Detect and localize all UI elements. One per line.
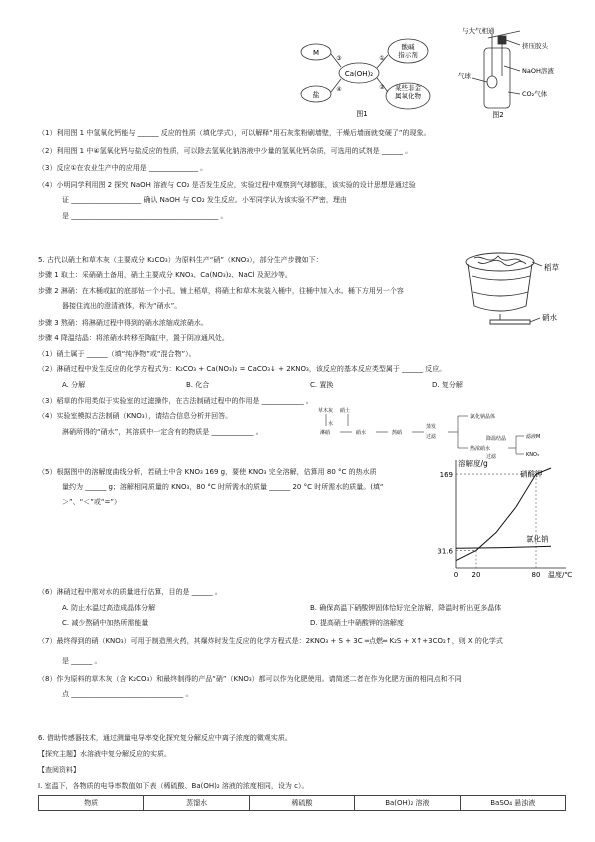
table-header-cell: BaSO₄ 悬浊液 — [460, 796, 565, 811]
fig1-center: Ca(OH)₂ — [344, 70, 374, 78]
y-tick-label: 31.6 — [437, 547, 453, 556]
fig2-label-balloon: 气球 — [458, 72, 471, 80]
q5-q7b: 是 ______ 。 — [62, 657, 102, 665]
flow-nitrate-water: 硝水 — [356, 430, 367, 436]
fig2-label-squeeze: 挤压胶头 — [522, 42, 548, 50]
series-line-1 — [456, 546, 551, 548]
q5-q6-option-d: D. 提高硝土中硝酸钾的溶解度 — [310, 619, 404, 627]
q5-q6-option-b: B. 确保高温下硝酸钾固体恰好完全溶解，降温时析出更多晶体 — [310, 604, 502, 612]
q6-theme: 【探究主题】水溶液中复分解反应的实质。 — [38, 750, 171, 758]
table-header-cell: 稀硫酸 — [249, 796, 354, 811]
q5-q2: （2）淋硝过程中发生反应的化学方程式为：K₂CO₃ + Ca(NO₃)₂ = CaCO₃↓ + 2KNO₃，该反应的基本反应类型属于 ______ 反应。 — [38, 365, 447, 373]
barrel-illustration — [460, 248, 570, 328]
flow-nacl-crystal: 氯化钠晶体 — [470, 414, 496, 420]
q5-q5c: ＞”、“＜”或“=”） — [62, 498, 121, 506]
q5-q4a: （4）实验室模拟古法制硝（KNO₃），请结合信息分析并回答。 — [38, 412, 233, 420]
q4-line-3: （3）反应①在农业生产中的应用是 ______________ 。 — [38, 164, 208, 172]
fig1-node-oxide-2: 属氧化物 — [395, 92, 421, 100]
fig1-node-oxide-1: 某些非金 — [395, 84, 421, 92]
q6-note: Ⅰ. 室温下，各物质的电导率数值如下表（稀硫酸、Ba(OH)₂ 溶液的浓度相同，设为 c）。 — [38, 782, 309, 790]
series-label-kno3: 硝酸钾 — [520, 469, 543, 479]
fig1-node-m: M — [312, 49, 320, 57]
q4-line-6: 是 __________________________________________ 。 — [62, 212, 228, 220]
q5-q1: （1）硝土属于 ______（填“纯净物”或“混合物”）。 — [38, 350, 196, 358]
q4-line-5: 证 ____________________ 确认 NaOH 与 CO₂ 发生反应。小军同学认为该实验不严密，理由 — [62, 196, 347, 204]
q5-q4b: 淋硝所得的“硝水”，其溶质中一定含有的物质是 ____________ 。 — [62, 428, 263, 436]
q5-q5b: 量约为 ______ g；溶解相同质量的 KNO₃，80 °C 时所需水的质量 ______ 20 °C 时所需水的质量。(填“ — [62, 483, 384, 491]
flow-nitrate-soil: 硝土 — [340, 408, 351, 414]
q6-reference: 【查阅资料】 — [38, 766, 80, 774]
fig2-label-naoh: NaOH溶液 — [522, 67, 554, 75]
fig1-number-4: ④ — [336, 86, 342, 93]
flow-hot-solution: 热浓硝水 — [470, 446, 491, 452]
fig1-node-indicator-2: 指示剂 — [398, 51, 418, 59]
fig1-caption: 图1 — [356, 110, 368, 118]
fig2-caption: 图2 — [492, 111, 504, 118]
series-label-nacl: 氯化钠 — [526, 534, 549, 544]
fig1-number-2: ② — [379, 84, 385, 91]
table-header-cell: 蒸馏水 — [144, 796, 249, 811]
flow-filtrate-m: 滤液M — [526, 434, 541, 440]
fig1-node-salt: 盐 — [312, 91, 320, 99]
conductivity-table — [38, 795, 566, 811]
y-axis-label: 溶解度/g — [458, 459, 488, 468]
q4-line-1: （1）利用图 1 中氢氧化钙能与 ______ 反应的性质（填化学式），可以解释“用石灰浆粉刷墙壁，干燥后墙面就变硬了”的现象。 — [38, 129, 431, 137]
straw-label: 稻草 — [544, 263, 559, 272]
q5-step-1: 步骤 1 取土：采硝硝土备用，硝土主要成分 KNO₃、Ca(NO₃)₂、NaCl 及泥沙等。 — [38, 271, 292, 279]
flow-filter: 过滤 — [426, 434, 437, 440]
table-header-cell: Ba(OH)₂ 溶液 — [355, 796, 460, 811]
q5-step-2a: 步骤 2 淋硝：在木桶或缸的底部钻一个小孔，铺上稻草，将硝土和草木灰装入桶中，往桶中加入水。桶下方用另一个容 — [38, 287, 404, 295]
x-tick-label: 20 — [471, 571, 481, 578]
flow-plant-ash: 草木灰 — [318, 408, 334, 414]
fig2-label-co2: CO₂气体 — [522, 90, 548, 98]
nitrate-water-label: 硝水 — [542, 313, 557, 322]
q5-q2-option-c: C. 置换 — [310, 381, 334, 389]
flow-leach: 淋硝 — [320, 430, 331, 436]
q5-q8a: （8）作为原料的草木灰（含 K₂CO₃）和最终制得的产品“硝”（KNO₃）都可以作为化肥使用。请简述二者在作为化肥方面的相同点和不同 — [38, 675, 462, 683]
q4-line-2: （2）利用图 1 中④氢氧化钙与盐反应的性质，可以除去氢氧化钠溶液中少量的氢氧化钙杂质，可选用的试剂是 ______ 。 — [38, 147, 413, 155]
figure-2-apparatus — [458, 26, 578, 118]
q5-q5a: （5）根据图中的溶解度曲线分析，若硝土中含 KNO₃ 169 g，要使 KNO₃ 完全溶解，估算用 80 °C 的热水质 — [38, 468, 377, 476]
flow-boil: 熬硝 — [392, 430, 403, 436]
q5-step-4: 步骤 4 降温结晶：将浓硝水转移至陶缸中，置于阴凉通风处。 — [38, 334, 229, 342]
q5-q3: （3）稻草的作用类似于实验室的过滤操作，在古法制硝过程中的作用是 ____________ 。 — [38, 397, 313, 405]
q5-q2-option-a: A. 分解 — [62, 381, 86, 389]
process-flowchart — [318, 404, 568, 460]
flow-filter-2: 过滤 — [486, 454, 497, 460]
table-row — [39, 796, 566, 811]
table-header-cell: 物质 — [39, 796, 144, 811]
fig2-label-atmosphere: 与大气相通 — [462, 27, 495, 35]
figure-1-diagram — [296, 36, 446, 118]
flow-evaporate: 蒸发 — [426, 424, 437, 430]
x-tick-label: 0 — [453, 571, 459, 578]
flow-kno3: KNO₃ — [526, 452, 539, 458]
q6-intro: 6. 借助传感器技术，通过测量电导率变化探究复分解反应中离子浓度的微观实质。 — [38, 734, 292, 742]
q5-q6-option-c: C. 减少熬硝中加热所需能量 — [62, 619, 149, 627]
q5-step-2b: 器接住流出的澄清液体，称为“硝水”。 — [62, 302, 182, 310]
q5-q6-option-a: A. 防止水温过高造成晶体分解 — [62, 604, 156, 612]
q5-step-3: 步骤 3 熬硝：将淋硝过程中得到的硝水浓缩成浓硝水。 — [38, 319, 208, 327]
flow-water: 水 — [328, 421, 334, 427]
fig1-number-1: ① — [379, 55, 385, 62]
q5-q8b: 点 ________________________________ 。 — [62, 690, 193, 698]
q4-line-4: （4）小明同学利用图 2 探究 NaOH 溶液与 CO₂ 是否发生反应，实验过程中观察到气球膨胀，该实验的设计思想是通过验 — [38, 181, 416, 189]
q5-q2-option-b: B. 化合 — [186, 381, 210, 389]
q5-q6: （6）淋硝过程中需对水的质量进行估算，目的是 ______ 。 — [38, 588, 222, 596]
q5-q7a: （7）最终得到的硝（KNO₃）可用于制造黑火药，其爆炸时发生反应的化学方程式是：2KNO₃ + S + 3C ═点燃═ K₂S + X↑+3CO₂↑，则 X 的化学式 — [38, 637, 503, 645]
fig1-node-indicator-1: 酸碱 — [401, 43, 415, 51]
q5-q2-option-d: D. 复分解 — [432, 381, 463, 389]
fig1-number-3: ③ — [336, 55, 342, 62]
flow-cool-crystallize: 降温结晶 — [486, 436, 507, 442]
solubility-chart — [428, 458, 578, 578]
q5-intro: 5. 古代以硝土和草木灰（主要成分 K₂CO₃）为原料生产“硝”（KNO₃），部分生产步骤如下： — [38, 256, 323, 264]
x-tick-label: 80 — [531, 571, 541, 578]
x-axis-label: 温度/℃ — [548, 571, 573, 578]
y-tick-label: 169 — [439, 471, 453, 480]
